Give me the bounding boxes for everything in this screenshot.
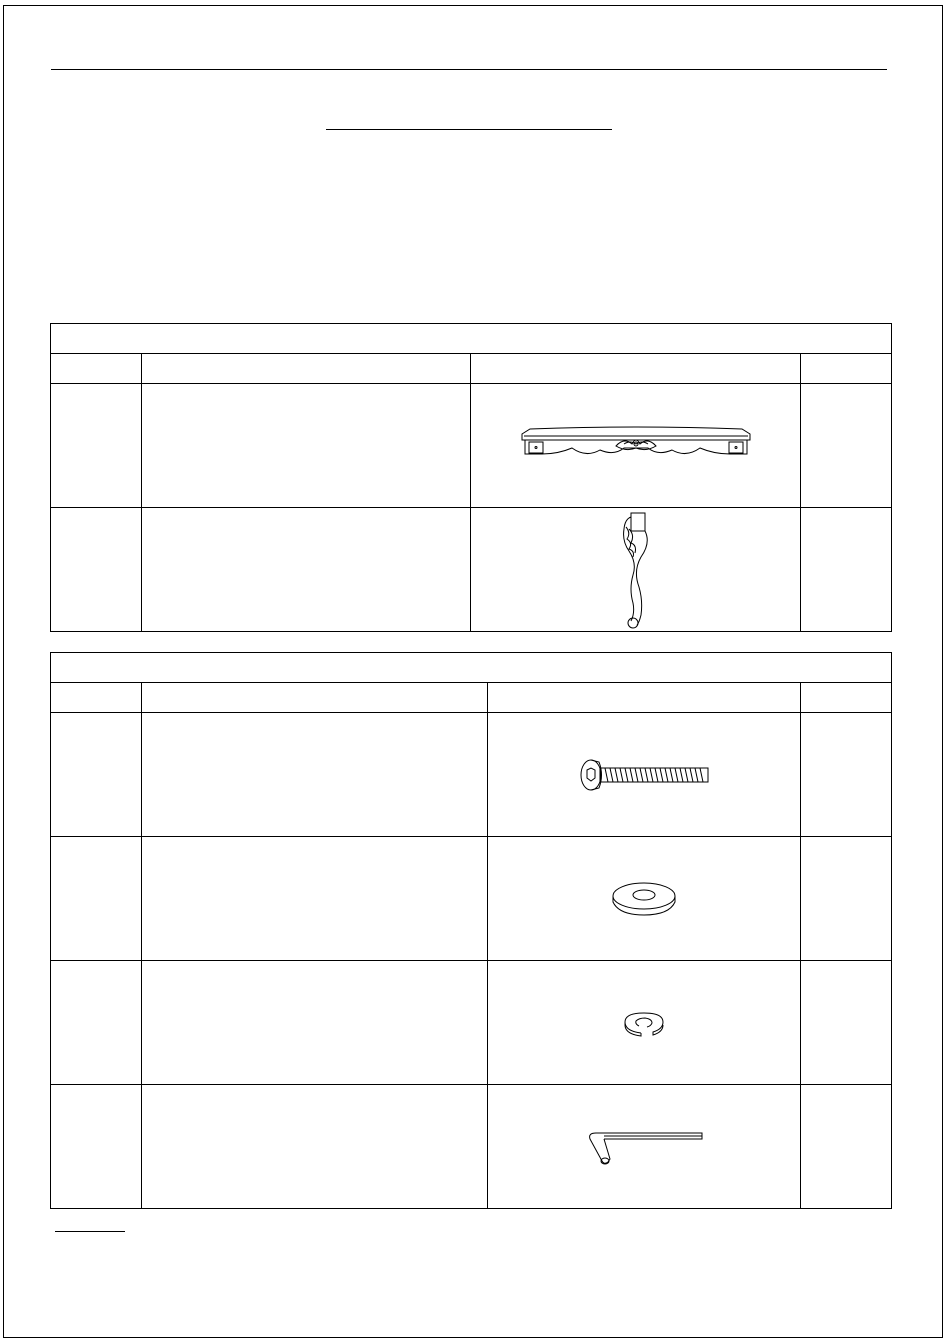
column-header: [801, 354, 892, 384]
hardware-quantity-cell: [801, 961, 892, 1085]
hex-bolt-icon: [577, 755, 711, 795]
table-row: [51, 837, 892, 961]
hardware-description-cell: [142, 961, 488, 1085]
part-description-cell: [142, 508, 471, 632]
hardware-table-caption-row: [51, 653, 892, 683]
column-header: [488, 683, 801, 713]
hardware-image-cell: [488, 837, 801, 961]
parts-table-header-row: [51, 354, 892, 384]
hardware-table-caption: [51, 653, 892, 683]
table-row: [51, 508, 892, 632]
hardware-image-cell: [488, 1085, 801, 1209]
column-header: [471, 354, 801, 384]
part-id-cell: [51, 384, 142, 508]
footer-note-underline: [55, 1231, 125, 1232]
column-header: [142, 683, 488, 713]
part-id-cell: [51, 508, 142, 632]
part-quantity-cell: [801, 384, 892, 508]
hardware-image-cell: [488, 961, 801, 1085]
table-row: [51, 713, 892, 837]
part-image-cell: [471, 508, 801, 632]
column-header: [51, 354, 142, 384]
hardware-description-cell: [142, 1085, 488, 1209]
hardware-id-cell: [51, 713, 142, 837]
carved-leg-icon: [609, 509, 663, 631]
footer-note: [55, 1214, 125, 1230]
intro-text: [51, 170, 887, 290]
spring-washer-icon: [619, 1007, 669, 1039]
hardware-description-cell: [142, 837, 488, 961]
hardware-id-cell: [51, 837, 142, 961]
hardware-quantity-cell: [801, 837, 892, 961]
table-top-icon: [520, 424, 752, 468]
hardware-table: [50, 652, 892, 1209]
parts-table: [50, 323, 892, 632]
column-header: [801, 683, 892, 713]
hardware-id-cell: [51, 1085, 142, 1209]
hardware-quantity-cell: [801, 713, 892, 837]
allen-key-icon: [582, 1127, 706, 1167]
hardware-description-cell: [142, 713, 488, 837]
document-title: [326, 108, 612, 128]
hardware-table-header-row: [51, 683, 892, 713]
table-row: [51, 1085, 892, 1209]
part-image-cell: [471, 384, 801, 508]
table-row: [51, 961, 892, 1085]
column-header: [51, 683, 142, 713]
hardware-id-cell: [51, 961, 142, 1085]
hardware-quantity-cell: [801, 1085, 892, 1209]
parts-table-caption: [51, 324, 892, 354]
part-quantity-cell: [801, 508, 892, 632]
column-header: [142, 354, 471, 384]
part-description-cell: [142, 384, 471, 508]
hardware-image-cell: [488, 713, 801, 837]
table-row: [51, 384, 892, 508]
header-rule: [51, 69, 887, 70]
title-underline: [326, 129, 612, 130]
parts-table-caption-row: [51, 324, 892, 354]
flat-washer-icon: [609, 879, 679, 919]
